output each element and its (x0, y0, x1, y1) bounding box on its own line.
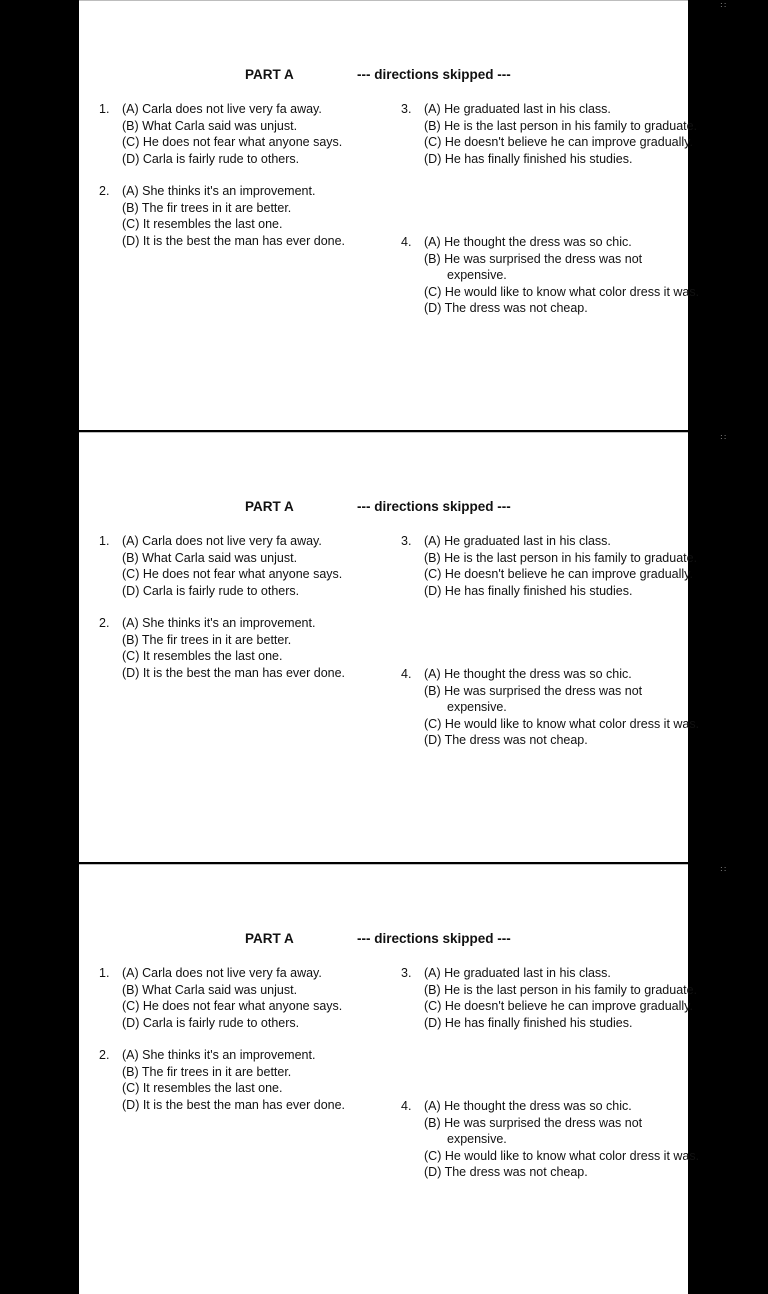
answer-option-c: (C) He would like to know what color dress it was. (424, 716, 700, 731)
answer-option-b: (B) He was surprised the dress was not expensive. (424, 251, 643, 282)
answer-option-a: (A) She thinks it's an improvement. (122, 616, 316, 630)
answer-option-a: (A) He thought the dress was so chic. (424, 667, 632, 681)
answer-option-d: (D) It is the best the man has ever done. (122, 665, 346, 680)
answer-option-c: (C) He does not fear what anyone says. (122, 999, 343, 1013)
answer-option-d: (D) The dress was not cheap. (424, 1165, 588, 1179)
answer-option-c: (C) He does not fear what anyone says. (122, 567, 343, 581)
answer-options (122, 1047, 375, 1113)
answer-option-c: (C) He doesn't believe he can improve gradually. (424, 567, 693, 581)
question-number: 4. (401, 667, 412, 681)
question-number: 2. (99, 184, 110, 198)
answer-option-d: (D) The dress was not cheap. (424, 301, 588, 315)
answer-option-c: (C) He would like to know what color dress it was. (424, 1148, 700, 1163)
answer-option-d: (D) The dress was not cheap. (424, 733, 588, 747)
answer-option-a: (A) Carla does not live very fa away. (122, 534, 322, 548)
question-number: 3. (401, 966, 412, 980)
answer-options (424, 965, 703, 1031)
answer-option-a: (A) She thinks it's an improvement. (122, 1048, 316, 1062)
question-number: 1. (99, 102, 110, 116)
answer-option-b: (B) He is the last person in his family to graduate. (424, 118, 698, 133)
answer-option-a: (A) She thinks it's an improvement. (122, 184, 316, 198)
answer-option-d: (D) It is the best the man has ever done. (122, 233, 346, 248)
answer-option-a: (A) Carla does not live very fa away. (122, 966, 322, 980)
question-number: 1. (99, 966, 110, 980)
document-page (79, 0, 700, 430)
question-number: 2. (99, 616, 110, 630)
answer-option-a: (A) He graduated last in his class. (424, 966, 611, 980)
answer-options (122, 965, 415, 1031)
drag-handle-icon[interactable]: :: (720, 864, 728, 873)
question-number: 4. (401, 235, 412, 249)
answer-option-d: (D) He has finally finished his studies. (424, 151, 633, 166)
answer-options (122, 533, 415, 599)
answer-option-c: (C) It resembles the last one. (122, 1081, 283, 1095)
part-heading: PART A (245, 67, 294, 82)
answer-option-a: (A) He graduated last in his class. (424, 534, 611, 548)
answer-option-c: (C) He doesn't believe he can improve gradually. (424, 135, 693, 149)
answer-option-c: (C) He would like to know what color dress it was. (424, 284, 700, 299)
answer-option-b: (B) The fir trees in it are better. (122, 1064, 292, 1079)
answer-option-a: (A) He graduated last in his class. (424, 102, 611, 116)
answer-option-c: (C) It resembles the last one. (122, 649, 283, 663)
answer-option-b: (B) What Carla said was unjust. (122, 550, 298, 565)
answer-option-b: (B) The fir trees in it are better. (122, 200, 292, 215)
drag-handle-icon[interactable]: :: (720, 0, 728, 9)
answer-option-a: (A) Carla does not live very fa away. (122, 102, 322, 116)
directions-note: --- directions skipped --- (357, 67, 511, 82)
answer-options (424, 234, 703, 317)
answer-option-c: (C) It resembles the last one. (122, 217, 283, 231)
answer-option-a: (A) He thought the dress was so chic. (424, 1099, 632, 1113)
part-heading: PART A (245, 931, 294, 946)
answer-option-d: (D) Carla is fairly rude to others. (122, 151, 300, 166)
answer-option-b: (B) He was surprised the dress was not expensive. (424, 1115, 643, 1146)
answer-options (122, 101, 415, 167)
answer-option-b: (B) He was surprised the dress was not expensive. (424, 683, 643, 714)
question-number: 3. (401, 102, 412, 116)
answer-option-b: (B) What Carla said was unjust. (122, 118, 298, 133)
directions-note: --- directions skipped --- (357, 931, 511, 946)
answer-option-c: (C) He doesn't believe he can improve gradually. (424, 999, 693, 1013)
question-number: 3. (401, 534, 412, 548)
answer-options (424, 666, 703, 749)
answer-options (424, 101, 703, 167)
answer-option-d: (D) He has finally finished his studies. (424, 583, 633, 598)
answer-options (424, 1098, 703, 1181)
answer-option-d: (D) Carla is fairly rude to others. (122, 583, 300, 598)
drag-handle-icon[interactable]: :: (720, 432, 728, 441)
question-number: 2. (99, 1048, 110, 1062)
answer-options (424, 533, 703, 599)
answer-options (122, 183, 375, 249)
answer-option-b: (B) He is the last person in his family to graduate. (424, 982, 698, 997)
answer-options (122, 615, 375, 681)
answer-option-a: (A) He thought the dress was so chic. (424, 235, 632, 249)
answer-option-d: (D) He has finally finished his studies. (424, 1015, 633, 1030)
document-page (79, 432, 700, 862)
question-number: 4. (401, 1099, 412, 1113)
answer-option-b: (B) He is the last person in his family to graduate. (424, 550, 698, 565)
answer-option-d: (D) Carla is fairly rude to others. (122, 1015, 300, 1030)
document-page (79, 864, 700, 1294)
answer-option-b: (B) The fir trees in it are better. (122, 632, 292, 647)
answer-option-c: (C) He does not fear what anyone says. (122, 135, 343, 149)
directions-note: --- directions skipped --- (357, 499, 511, 514)
answer-option-d: (D) It is the best the man has ever done. (122, 1097, 346, 1112)
question-number: 1. (99, 534, 110, 548)
part-heading: PART A (245, 499, 294, 514)
answer-option-b: (B) What Carla said was unjust. (122, 982, 298, 997)
